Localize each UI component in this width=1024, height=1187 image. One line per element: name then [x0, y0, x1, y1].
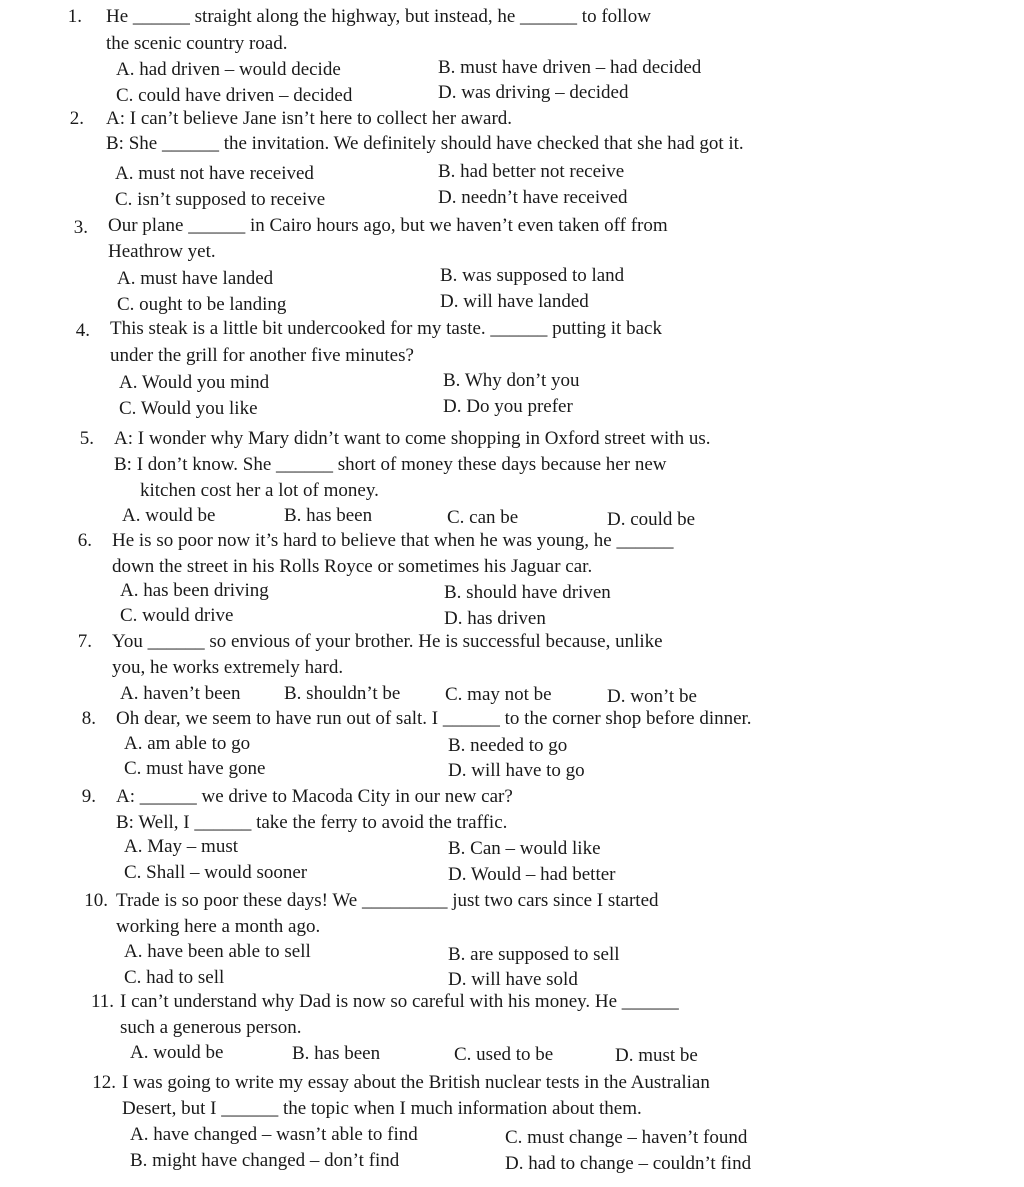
- option-d: D. will have landed: [440, 291, 589, 312]
- option-c: C. had to sell: [124, 967, 225, 988]
- question-text: Heathrow yet.: [108, 241, 216, 262]
- question-text: He is so poor now it’s hard to believe that when he was young, he ______: [112, 530, 674, 551]
- option-c: C. may not be: [445, 684, 552, 705]
- option-d: D. needn’t have received: [438, 187, 628, 208]
- option-d: D. could be: [607, 509, 696, 530]
- question-text: This steak is a little bit undercooked for my taste. ______ putting it back: [110, 318, 662, 339]
- question-text: the scenic country road.: [106, 33, 288, 54]
- option-a: A. would be: [130, 1042, 224, 1063]
- question-text: He ______ straight along the highway, but instead, he ______ to follow: [106, 6, 651, 27]
- question-text: I was going to write my essay about the British nuclear tests in the Australian: [122, 1072, 710, 1093]
- question-number: 8.: [81, 708, 96, 729]
- option-a: A. had driven – would decide: [116, 59, 341, 80]
- option-d: D. had to change – couldn’t find: [505, 1153, 752, 1174]
- option-d: D. was driving – decided: [438, 82, 629, 103]
- question-text: A: I wonder why Mary didn’t want to come shopping in Oxford street with us.: [114, 428, 711, 449]
- question-text: down the street in his Rolls Royce or sometimes his Jaguar car.: [112, 556, 593, 577]
- question-number: 1.: [67, 6, 82, 27]
- question-number: 3.: [73, 217, 88, 238]
- option-c: C. must change – haven’t found: [505, 1127, 748, 1148]
- option-c: C. isn’t supposed to receive: [115, 189, 326, 210]
- option-b: B. shouldn’t be: [284, 683, 401, 704]
- option-b: B. was supposed to land: [440, 265, 625, 286]
- question-number: 4.: [75, 320, 90, 341]
- question-text: such a generous person.: [120, 1017, 302, 1038]
- question-number: 6.: [77, 530, 92, 551]
- question-number: 5.: [79, 428, 94, 449]
- option-d: D. Do you prefer: [443, 396, 573, 417]
- option-c: C. can be: [447, 507, 519, 528]
- option-a: A. Would you mind: [119, 372, 270, 393]
- question-text: Oh dear, we seem to have run out of salt. I ______ to the corner shop before dinner.: [116, 708, 752, 729]
- question-text: You ______ so envious of your brother. He is successful because, unlike: [112, 631, 663, 652]
- question-text: working here a month ago.: [116, 916, 321, 937]
- question-text: B: She ______ the invitation. We definitely should have checked that she had got it.: [106, 133, 744, 154]
- question-text: I can’t understand why Dad is now so careful with his money. He ______: [120, 991, 679, 1012]
- option-a: A. haven’t been: [120, 683, 241, 704]
- option-b: B. Can – would like: [448, 838, 601, 859]
- question-number: 10.: [84, 890, 108, 911]
- option-b: B. must have driven – had decided: [438, 57, 702, 78]
- question-text: B: Well, I ______ take the ferry to avoid the traffic.: [116, 812, 508, 833]
- option-c: C. Would you like: [119, 398, 258, 419]
- question-text: B: I don’t know. She ______ short of money these days because her new: [114, 454, 667, 475]
- option-b: B. needed to go: [448, 735, 568, 756]
- question-text: A: I can’t believe Jane isn’t here to collect her award.: [106, 108, 513, 129]
- option-c: C. ought to be landing: [117, 294, 287, 315]
- option-b: B. might have changed – don’t find: [130, 1150, 400, 1171]
- question-text: Trade is so poor these days! We _________ just two cars since I started: [116, 890, 659, 911]
- question-text: A: ______ we drive to Macoda City in our new car?: [116, 786, 513, 807]
- question-number: 2.: [69, 108, 84, 129]
- option-b: B. Why don’t you: [443, 370, 580, 391]
- option-a: A. has been driving: [120, 580, 269, 601]
- option-a: A. May – must: [124, 836, 238, 857]
- option-b: B. has been: [284, 505, 373, 526]
- option-a: A. am able to go: [124, 733, 251, 754]
- question-text: kitchen cost her a lot of money.: [140, 480, 379, 501]
- question-number: 9.: [81, 786, 96, 807]
- option-c: C. could have driven – decided: [116, 85, 353, 106]
- option-b: B. has been: [292, 1043, 381, 1064]
- option-b: B. should have driven: [444, 582, 611, 603]
- option-c: C. used to be: [454, 1044, 554, 1065]
- question-number: 11.: [90, 991, 114, 1012]
- option-c: C. Shall – would sooner: [124, 862, 308, 883]
- option-a: A. would be: [122, 505, 216, 526]
- option-d: D. will have to go: [448, 760, 585, 781]
- option-c: C. must have gone: [124, 758, 266, 779]
- question-number: 12.: [92, 1072, 116, 1093]
- question-number: 7.: [77, 631, 92, 652]
- option-a: A. have been able to sell: [124, 941, 311, 962]
- option-d: D. will have sold: [448, 969, 578, 990]
- question-text: Our plane ______ in Cairo hours ago, but we haven’t even taken off from: [108, 215, 668, 236]
- question-text: under the grill for another five minutes?: [110, 345, 414, 366]
- option-d: D. has driven: [444, 608, 546, 629]
- option-a: A. must have landed: [117, 268, 274, 289]
- option-a: A. have changed – wasn’t able to find: [130, 1124, 418, 1145]
- question-text: Desert, but I ______ the topic when I much information about them.: [122, 1098, 642, 1119]
- option-b: B. had better not receive: [438, 161, 625, 182]
- question-text: you, he works extremely hard.: [112, 657, 344, 678]
- option-d: D. must be: [615, 1045, 698, 1066]
- option-d: D. Would – had better: [448, 864, 616, 885]
- option-a: A. must not have received: [115, 163, 314, 184]
- option-c: C. would drive: [120, 605, 234, 626]
- option-b: B. are supposed to sell: [448, 944, 620, 965]
- option-d: D. won’t be: [607, 686, 697, 707]
